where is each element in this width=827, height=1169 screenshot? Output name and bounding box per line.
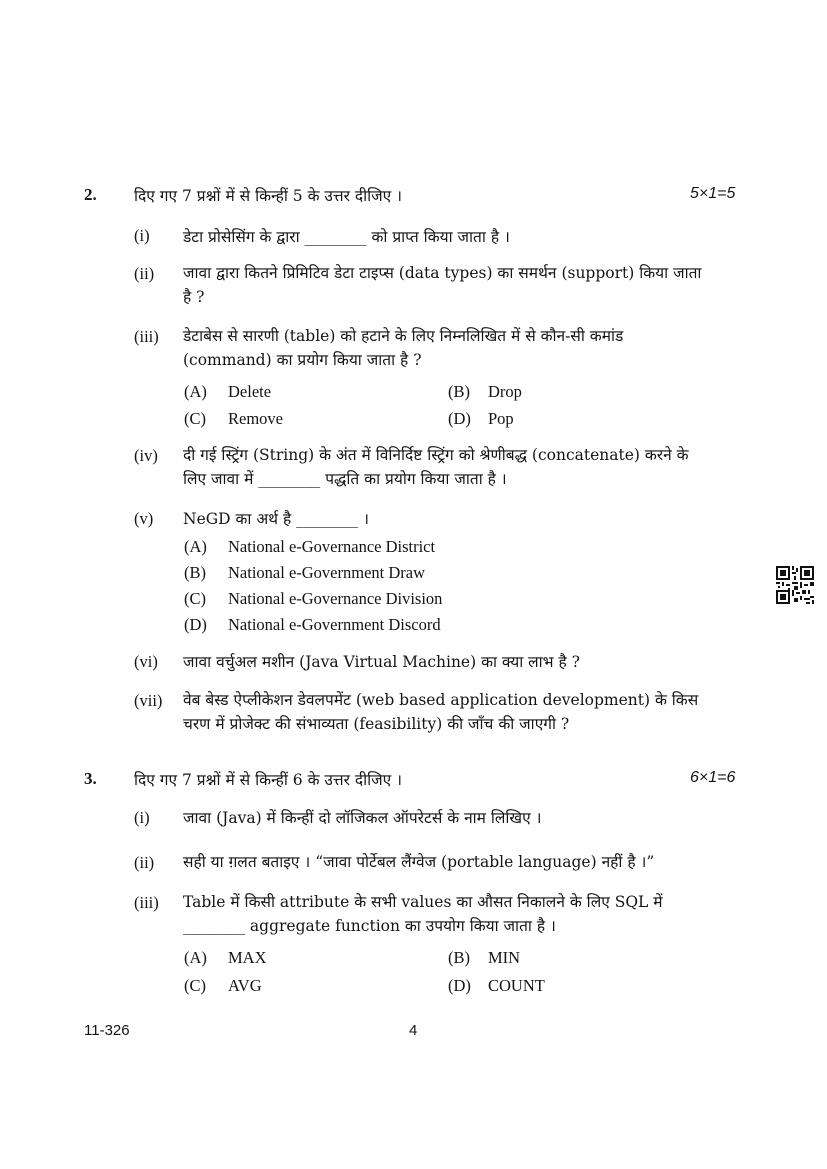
option-text: National e-Government Draw [228,563,426,582]
option-text: National e-Government Discord [228,615,441,634]
sub-question-label: (ii) [134,853,155,872]
option-label: (B) [448,948,470,967]
option-label: (A) [184,382,207,401]
sub-question-text: जावा (Java) में किन्हीं दो लॉजिकल ऑपरेटर्स के नाम लिखिए । [183,809,542,827]
qr-code-icon [776,566,814,604]
sub-question-label: (vi) [134,652,158,671]
question-instruction: दिए गए 7 प्रश्नों में से किन्हीं 5 के उत्तर दीजिए । [134,187,403,205]
question-number: 2. [84,185,97,204]
question-number: 3. [84,769,97,788]
sub-question-text: डेटा प्रोसेसिंग के द्वारा ________ को प्राप्त किया जाता है । [183,228,510,246]
page-number: 4 [409,1022,418,1039]
sub-question-text: जावा द्वारा कितने प्रिमिटिव डेटा टाइप्स (data types) का समर्थन (support) किया जाता है ? [183,264,702,306]
option-label: (C) [184,976,206,995]
option-label: (B) [448,382,470,401]
option-label: (D) [448,409,471,428]
sub-question-label: (i) [134,808,150,827]
marks-allocation: 6×1=6 [690,769,736,786]
question-instruction: दिए गए 7 प्रश्नों में से किन्हीं 6 के उत्तर दीजिए । [134,771,403,789]
option-label: (D) [448,976,471,995]
sub-question-label: (iv) [134,446,158,465]
sub-question-text: डेटाबेस से सारणी (table) को हटाने के लिए निम्नलिखित में से कौन-सी कमांड (command) का प्रयोग किया जाता है ? [183,327,624,369]
option-label: (B) [184,563,206,582]
option-label: (A) [184,537,207,556]
option-text: National e-Governance District [228,537,436,556]
option-text: National e-Governance Division [228,589,443,608]
option-text: AVG [228,976,262,995]
sub-question-text: जावा वर्चुअल मशीन (Java Virtual Machine) का क्या लाभ है ? [183,653,580,671]
option-label: (A) [184,948,207,967]
sub-question-text: वेब बेस्ड ऐप्लीकेशन डेवलपमेंट (web based application development) के किस चरण में प्रोजेक्ट की संभाव्यता (feasibility) की जाँच की जाएगी ? [183,691,699,733]
option-text: MIN [488,948,521,967]
option-text: COUNT [488,976,545,995]
option-text: Drop [488,382,522,401]
option-text: Pop [488,409,514,428]
sub-question-label: (v) [134,509,154,528]
sub-question-label: (ii) [134,264,155,283]
option-label: (D) [184,615,207,634]
sub-question-label: (i) [134,226,150,245]
sub-question-text: NeGD का अर्थ है ________ । [183,510,369,528]
sub-question-text: दी गई स्ट्रिंग (String) के अंत में विनिर्दिष्ट स्ट्रिंग को श्रेणीबद्ध (concatenate) करने के लिए जावा में ________ पद्धति का प्रयोग किया जाता है । [183,446,689,488]
sub-question-label: (vii) [134,691,163,710]
sub-question-text: सही या ग़लत बताइए । “जावा पोर्टेबल लैंग्वेज (portable language) नहीं है ।” [183,853,655,871]
sub-question-label: (iii) [134,893,159,912]
option-label: (C) [184,409,206,428]
marks-allocation: 5×1=5 [690,185,736,202]
paper-code: 11-326 [84,1022,130,1039]
option-label: (C) [184,589,206,608]
option-text: MAX [228,948,267,967]
sub-question-text: Table में किसी attribute के सभी values का औसत निकालने के लिए SQL में ________ aggregate function का उपयोग किया जाता है । [183,893,663,935]
option-text: Delete [228,382,272,401]
option-text: Remove [228,409,283,428]
sub-question-label: (iii) [134,327,159,346]
